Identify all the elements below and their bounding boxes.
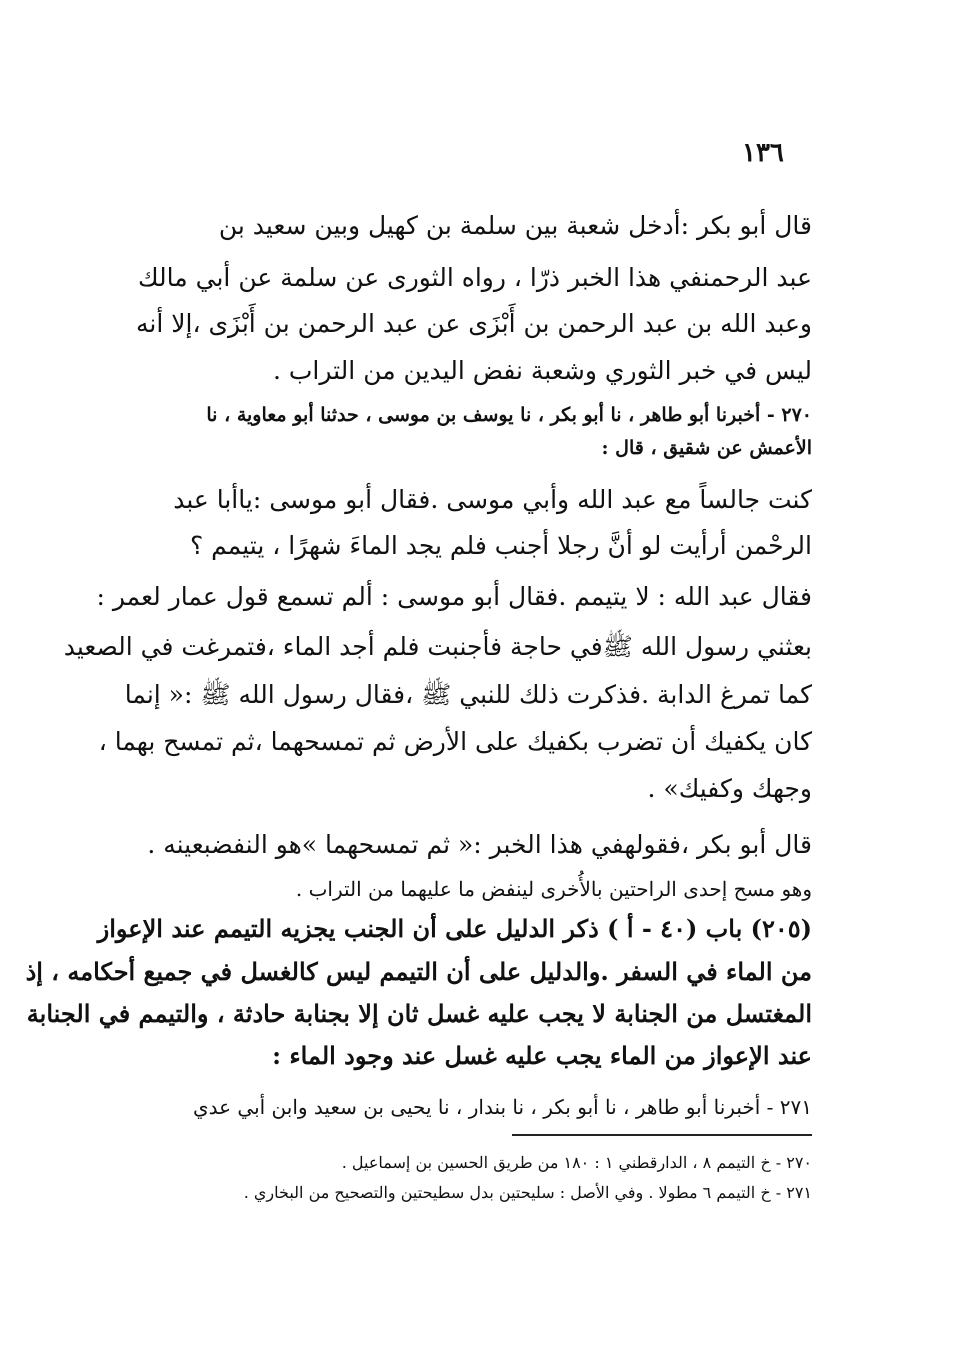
text-line: وهو مسح إحدى الراحتين بالأُخرى لينفض ما عليهما من التراب . (295, 877, 812, 901)
chapter-heading-line: من الماء في السفر .والدليل على أن التيمم ليس كالغسل في جميع أحكامه ، إذ (25, 957, 812, 986)
chapter-heading-line: عند الإعواز من الماء يجب عليه غسل عند وجود الماء : (272, 1041, 812, 1070)
text-line: وجهك وكفيك» . (647, 774, 812, 803)
text-line: قال أبو بكر ،فقولهفي هذا الخبر :« ثم تمسحهما »هو النفضبعينه . (147, 830, 812, 859)
text-line: عبد الرحمنفي هذا الخبر ذرّا ، رواه الثورى عن سلمة عن أبي مالك (137, 263, 812, 292)
hadith-chain-line: الأعمش عن شقيق ، قال : (601, 437, 812, 459)
text-line: بعثني رسول الله ﷺفي حاجة فأجنبت فلم أجد الماء ،فتمرغت في الصعيد (63, 632, 812, 661)
chapter-heading-line: (٢٠٥) باب (٤٠ - أ ) ذكر الدليل على أن الجنب يجزيه التيمم عند الإعواز (97, 914, 812, 943)
text-line: قال أبو بكر :أدخل شعبة بين سلمة بن كهيل وبين سعيد بن (218, 211, 812, 240)
text-line: كان يكفيك أن تضرب بكفيك على الأرض ثم تمسحهما ،ثم تمسح بهما ، (98, 727, 812, 756)
text-line: ليس في خبر الثوري وشعبة نفض اليدين من التراب . (272, 356, 812, 385)
text-line: كما تمرغ الدابة .فذكرت ذلك للنبي ﷺ ،فقال رسول الله ﷺ :« إنما (124, 680, 812, 709)
page-number: ١٣٦ (742, 138, 784, 168)
chapter-heading-line: المغتسل من الجنابة لا يجب عليه غسل ثان إلا بجنابة حادثة ، والتيمم في الجنابة (26, 999, 812, 1028)
hadith-chain-line: ٢٧٠ - أخبرنا أبو طاهر ، نا أبو بكر ، نا يوسف بن موسى ، حدثنا أبو معاوية ، نا (206, 404, 812, 426)
text-line: وعبد الله بن عبد الرحمن بن أَبْزَى عن عبد الرحمن بن أَبْزَى ،إلا أنه (136, 309, 812, 338)
hadith-chain-line: ٢٧١ - أخبرنا أبو طاهر ، نا أبو بكر ، نا بندار ، نا يحيى بن سعيد وابن أبي عدي (192, 1095, 812, 1119)
text-line: فقال عبد الله : لا يتيمم .فقال أبو موسى : ألم تسمع قول عمار لعمر : (96, 582, 812, 611)
footnote-divider (512, 1134, 812, 1136)
text-line: الرحْمن أرأيت لو أنَّ رجلا أجنب فلم يجد الماءَ شهرًا ، يتيمم ؟ (189, 531, 812, 560)
text-line: كنت جالساً مع عبد الله وأبي موسى .فقال أبو موسى :ياأبا عبد (173, 485, 812, 514)
footnote: ٢٧١ - خ التيمم ٦ مطولا . وفي الأصل : سليحتين بدل سطيحتين والتصحيح من البخاري . (243, 1183, 812, 1202)
footnote: ٢٧٠ - خ التيمم ٨ ، الدارقطني ١ : ١٨٠ من طريق الحسين بن إسماعيل . (341, 1153, 812, 1172)
